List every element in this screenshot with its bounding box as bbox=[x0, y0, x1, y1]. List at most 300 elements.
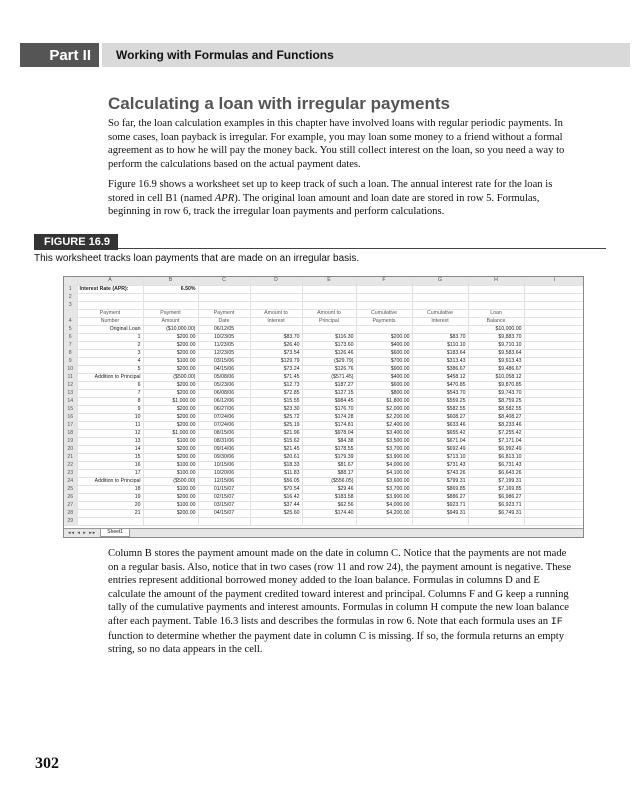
cell[interactable]: $200.00 bbox=[143, 365, 198, 373]
cell[interactable]: ($571.45) bbox=[302, 373, 356, 381]
cell[interactable]: $470.85 bbox=[412, 381, 468, 389]
column-title-cell[interactable]: Payment bbox=[198, 309, 250, 317]
cell[interactable] bbox=[524, 341, 584, 349]
cell[interactable]: $600.00 bbox=[356, 381, 412, 389]
cell[interactable]: 08/15/06 bbox=[198, 429, 250, 437]
row-number[interactable]: 15 bbox=[64, 405, 77, 413]
payment-number-cell[interactable]: 12 bbox=[77, 429, 143, 437]
cell[interactable]: $37.44 bbox=[250, 501, 302, 509]
sheet-tab[interactable]: Sheet1 bbox=[100, 529, 130, 537]
cell[interactable]: $25.72 bbox=[250, 413, 302, 421]
cell[interactable] bbox=[77, 293, 143, 301]
cell[interactable]: $8,233.46 bbox=[468, 421, 524, 429]
row-number[interactable]: 5 bbox=[64, 325, 77, 333]
cell[interactable]: 06/27/06 bbox=[198, 405, 250, 413]
cell[interactable] bbox=[356, 285, 412, 293]
column-title-cell[interactable]: Amount to bbox=[250, 309, 302, 317]
cell[interactable]: 10/23/05 bbox=[198, 333, 250, 341]
cell[interactable] bbox=[356, 293, 412, 301]
cell[interactable] bbox=[302, 293, 356, 301]
cell[interactable]: $9,743.70 bbox=[468, 389, 524, 397]
row-number[interactable]: 16 bbox=[64, 413, 77, 421]
cell[interactable]: $200.00 bbox=[143, 509, 198, 517]
cell[interactable]: $126.46 bbox=[302, 349, 356, 357]
cell[interactable]: $655.42 bbox=[412, 429, 468, 437]
column-title-cell[interactable]: Balance bbox=[468, 317, 524, 325]
cell[interactable]: ($10,000.00) bbox=[143, 325, 198, 333]
cell[interactable]: $900.00 bbox=[356, 365, 412, 373]
cell[interactable]: $6,986.27 bbox=[468, 493, 524, 501]
cell[interactable] bbox=[143, 301, 198, 309]
row-number[interactable]: 12 bbox=[64, 381, 77, 389]
cell[interactable]: $23.30 bbox=[250, 405, 302, 413]
payment-number-cell[interactable]: 6 bbox=[77, 381, 143, 389]
cell[interactable]: $100.00 bbox=[143, 437, 198, 445]
cell[interactable]: $110.10 bbox=[412, 341, 468, 349]
cell[interactable]: $671.04 bbox=[412, 437, 468, 445]
row-number[interactable]: 22 bbox=[64, 461, 77, 469]
cell[interactable]: $8,759.25 bbox=[468, 397, 524, 405]
cell[interactable]: $2,400.00 bbox=[356, 421, 412, 429]
payment-number-cell[interactable]: Original Loan bbox=[77, 325, 143, 333]
cell[interactable]: $978.04 bbox=[302, 429, 356, 437]
payment-number-cell[interactable]: Addition to Principal bbox=[77, 373, 143, 381]
cell[interactable] bbox=[524, 493, 584, 501]
column-title-cell[interactable]: Principal bbox=[302, 317, 356, 325]
cell[interactable] bbox=[524, 301, 584, 309]
cell[interactable]: 09/30/06 bbox=[198, 453, 250, 461]
cell[interactable]: $25.60 bbox=[250, 509, 302, 517]
cell[interactable]: $83.70 bbox=[250, 333, 302, 341]
column-header[interactable]: I bbox=[524, 277, 584, 285]
cell[interactable]: $3,400.00 bbox=[356, 429, 412, 437]
cell[interactable]: $400.00 bbox=[356, 341, 412, 349]
cell[interactable]: $923.71 bbox=[412, 501, 468, 509]
cell[interactable]: $3,900.00 bbox=[356, 493, 412, 501]
cell[interactable] bbox=[524, 389, 584, 397]
row-number[interactable]: 11 bbox=[64, 373, 77, 381]
payment-number-cell[interactable]: 8 bbox=[77, 397, 143, 405]
cell[interactable]: $9,486.67 bbox=[468, 365, 524, 373]
cell[interactable] bbox=[302, 517, 356, 525]
cell[interactable] bbox=[524, 309, 584, 317]
cell[interactable]: $183.58 bbox=[302, 493, 356, 501]
payment-number-cell[interactable]: 15 bbox=[77, 453, 143, 461]
cell[interactable] bbox=[412, 517, 468, 525]
row-number[interactable]: 18 bbox=[64, 429, 77, 437]
column-header[interactable]: D bbox=[250, 277, 302, 285]
cell[interactable] bbox=[524, 397, 584, 405]
cell[interactable]: $25.19 bbox=[250, 421, 302, 429]
cell[interactable]: $174.81 bbox=[302, 421, 356, 429]
cell[interactable]: $26.40 bbox=[250, 341, 302, 349]
cell[interactable]: ($556.05) bbox=[302, 477, 356, 485]
cell[interactable] bbox=[250, 517, 302, 525]
rate-value-cell[interactable]: 6.50% bbox=[143, 285, 198, 293]
cell[interactable]: ($500.00) bbox=[143, 373, 198, 381]
cell[interactable]: 01/15/07 bbox=[198, 485, 250, 493]
cell[interactable] bbox=[77, 301, 143, 309]
cell[interactable]: ($29.79) bbox=[302, 357, 356, 365]
column-header[interactable]: B bbox=[143, 277, 198, 285]
cell[interactable] bbox=[524, 365, 584, 373]
row-number[interactable]: 24 bbox=[64, 477, 77, 485]
cell[interactable]: $88.17 bbox=[302, 469, 356, 477]
cell[interactable]: $9,870.85 bbox=[468, 381, 524, 389]
column-title-cell[interactable]: Payment bbox=[143, 309, 198, 317]
cell[interactable]: $174.28 bbox=[302, 413, 356, 421]
row-number[interactable]: 21 bbox=[64, 453, 77, 461]
cell[interactable]: $600.00 bbox=[356, 349, 412, 357]
cell[interactable] bbox=[524, 349, 584, 357]
cell[interactable] bbox=[524, 413, 584, 421]
payment-number-cell[interactable]: Addition to Principal bbox=[77, 477, 143, 485]
cell[interactable]: $386.67 bbox=[412, 365, 468, 373]
cell[interactable]: $200.00 bbox=[143, 493, 198, 501]
cell[interactable] bbox=[302, 285, 356, 293]
cell[interactable]: $7,171.04 bbox=[468, 437, 524, 445]
payment-number-cell[interactable]: 7 bbox=[77, 389, 143, 397]
cell[interactable]: $799.31 bbox=[412, 477, 468, 485]
cell[interactable]: $183.64 bbox=[412, 349, 468, 357]
payment-number-cell[interactable]: 14 bbox=[77, 445, 143, 453]
row-number[interactable]: 23 bbox=[64, 469, 77, 477]
cell[interactable]: $81.67 bbox=[302, 461, 356, 469]
column-header[interactable]: F bbox=[356, 277, 412, 285]
column-title-cell[interactable]: Payment bbox=[77, 309, 143, 317]
payment-number-cell[interactable]: 2 bbox=[77, 341, 143, 349]
cell[interactable]: $56.05 bbox=[250, 477, 302, 485]
cell[interactable] bbox=[468, 285, 524, 293]
cell[interactable] bbox=[524, 293, 584, 301]
cell[interactable]: $608.27 bbox=[412, 413, 468, 421]
cell[interactable]: $200.00 bbox=[143, 413, 198, 421]
cell[interactable] bbox=[524, 405, 584, 413]
cell[interactable]: $100.00 bbox=[143, 485, 198, 493]
cell[interactable]: $886.27 bbox=[412, 493, 468, 501]
cell[interactable]: $313.43 bbox=[412, 357, 468, 365]
payment-number-cell[interactable]: 10 bbox=[77, 413, 143, 421]
cell[interactable]: $713.10 bbox=[412, 453, 468, 461]
cell[interactable] bbox=[524, 317, 584, 325]
column-title-cell[interactable]: Payments bbox=[356, 317, 412, 325]
cell[interactable]: $200.00 bbox=[143, 341, 198, 349]
cell[interactable] bbox=[143, 517, 198, 525]
cell[interactable]: $700.00 bbox=[356, 357, 412, 365]
cell[interactable] bbox=[468, 301, 524, 309]
payment-number-cell[interactable]: 19 bbox=[77, 493, 143, 501]
cell[interactable]: $1,800.00 bbox=[356, 397, 412, 405]
column-title-cell[interactable]: Cumulative bbox=[356, 309, 412, 317]
cell[interactable]: $731.43 bbox=[412, 461, 468, 469]
cell[interactable]: $559.25 bbox=[412, 397, 468, 405]
cell[interactable]: $178.55 bbox=[302, 445, 356, 453]
cell[interactable]: $200.00 bbox=[143, 421, 198, 429]
cell[interactable]: $2,000.00 bbox=[356, 405, 412, 413]
cell[interactable]: 10/15/06 bbox=[198, 461, 250, 469]
cell[interactable] bbox=[77, 517, 143, 525]
cell[interactable]: $743.26 bbox=[412, 469, 468, 477]
cell[interactable]: ($500.00) bbox=[143, 477, 198, 485]
cell[interactable]: $6,749.31 bbox=[468, 509, 524, 517]
cell[interactable]: $10,000.00 bbox=[468, 325, 524, 333]
column-header[interactable]: C bbox=[198, 277, 250, 285]
cell[interactable]: $73.24 bbox=[250, 365, 302, 373]
cell[interactable] bbox=[524, 381, 584, 389]
cell[interactable]: $6,731.43 bbox=[468, 461, 524, 469]
column-title-cell[interactable]: Number bbox=[77, 317, 143, 325]
cell[interactable]: $200.00 bbox=[143, 405, 198, 413]
cell[interactable]: $4,000.00 bbox=[356, 501, 412, 509]
cell[interactable] bbox=[524, 517, 584, 525]
cell[interactable]: $200.00 bbox=[356, 333, 412, 341]
cell[interactable]: $692.49 bbox=[412, 445, 468, 453]
row-number[interactable]: 27 bbox=[64, 501, 77, 509]
cell[interactable] bbox=[524, 429, 584, 437]
cell[interactable]: $100.00 bbox=[143, 501, 198, 509]
cell[interactable]: $21.96 bbox=[250, 429, 302, 437]
cell[interactable] bbox=[356, 325, 412, 333]
cell[interactable]: 12/15/06 bbox=[198, 477, 250, 485]
cell[interactable] bbox=[524, 325, 584, 333]
row-number[interactable]: 7 bbox=[64, 341, 77, 349]
cell[interactable]: $73.54 bbox=[250, 349, 302, 357]
cell[interactable]: $3,500.00 bbox=[356, 437, 412, 445]
cell[interactable] bbox=[356, 517, 412, 525]
column-title-cell[interactable]: Cumulative bbox=[412, 309, 468, 317]
cell[interactable] bbox=[524, 357, 584, 365]
cell[interactable] bbox=[302, 301, 356, 309]
payment-number-cell[interactable]: 21 bbox=[77, 509, 143, 517]
column-header[interactable]: E bbox=[302, 277, 356, 285]
cell[interactable]: 04/15/07 bbox=[198, 509, 250, 517]
cell[interactable]: $9,613.43 bbox=[468, 357, 524, 365]
cell[interactable] bbox=[524, 437, 584, 445]
cell[interactable]: $21.45 bbox=[250, 445, 302, 453]
payment-number-cell[interactable]: 16 bbox=[77, 461, 143, 469]
cell[interactable]: $9,583.64 bbox=[468, 349, 524, 357]
cell[interactable]: $8,408.27 bbox=[468, 413, 524, 421]
cell[interactable]: 05/23/06 bbox=[198, 381, 250, 389]
cell[interactable]: $1,000.00 bbox=[143, 397, 198, 405]
cell[interactable]: $8,582.55 bbox=[468, 405, 524, 413]
cell[interactable] bbox=[143, 293, 198, 301]
cell[interactable]: 06/08/06 bbox=[198, 389, 250, 397]
cell[interactable]: $72.85 bbox=[250, 389, 302, 397]
cell[interactable]: $70.54 bbox=[250, 485, 302, 493]
cell[interactable]: $100.00 bbox=[143, 461, 198, 469]
cell[interactable] bbox=[250, 293, 302, 301]
row-number[interactable]: 14 bbox=[64, 397, 77, 405]
cell[interactable]: $633.46 bbox=[412, 421, 468, 429]
column-title-cell[interactable]: Amount bbox=[143, 317, 198, 325]
row-number[interactable]: 2 bbox=[64, 293, 77, 301]
column-title-cell[interactable]: Amount to bbox=[302, 309, 356, 317]
cell[interactable]: $869.85 bbox=[412, 485, 468, 493]
cell[interactable]: $83.70 bbox=[412, 333, 468, 341]
cell[interactable] bbox=[524, 445, 584, 453]
cell[interactable] bbox=[412, 325, 468, 333]
cell[interactable]: $71.45 bbox=[250, 373, 302, 381]
cell[interactable] bbox=[524, 453, 584, 461]
select-all-corner[interactable] bbox=[64, 277, 77, 285]
cell[interactable] bbox=[250, 285, 302, 293]
cell[interactable]: $173.60 bbox=[302, 341, 356, 349]
cell[interactable] bbox=[524, 477, 584, 485]
payment-number-cell[interactable]: 1 bbox=[77, 333, 143, 341]
cell[interactable]: $127.15 bbox=[302, 389, 356, 397]
cell[interactable] bbox=[524, 485, 584, 493]
cell[interactable]: $200.00 bbox=[143, 453, 198, 461]
cell[interactable]: $200.00 bbox=[143, 349, 198, 357]
column-header[interactable]: H bbox=[468, 277, 524, 285]
payment-number-cell[interactable]: 9 bbox=[77, 405, 143, 413]
cell[interactable]: $7,255.42 bbox=[468, 429, 524, 437]
cell[interactable]: 06/12/06 bbox=[198, 397, 250, 405]
cell[interactable] bbox=[524, 461, 584, 469]
cell[interactable]: $62.56 bbox=[302, 501, 356, 509]
cell[interactable]: $15.62 bbox=[250, 437, 302, 445]
row-number[interactable]: 25 bbox=[64, 485, 77, 493]
column-title-cell[interactable]: Loan bbox=[468, 309, 524, 317]
cell[interactable]: 04/15/06 bbox=[198, 365, 250, 373]
cell[interactable]: $3,700.00 bbox=[356, 485, 412, 493]
cell[interactable]: $200.00 bbox=[143, 381, 198, 389]
cell[interactable]: 07/24/06 bbox=[198, 421, 250, 429]
payment-number-cell[interactable]: 5 bbox=[77, 365, 143, 373]
cell[interactable] bbox=[198, 301, 250, 309]
cell[interactable]: $200.00 bbox=[143, 389, 198, 397]
cell[interactable] bbox=[302, 325, 356, 333]
row-number[interactable]: 28 bbox=[64, 509, 77, 517]
cell[interactable]: $187.27 bbox=[302, 381, 356, 389]
row-number[interactable]: 10 bbox=[64, 365, 77, 373]
cell[interactable]: $179.39 bbox=[302, 453, 356, 461]
cell[interactable] bbox=[412, 293, 468, 301]
cell[interactable] bbox=[198, 293, 250, 301]
cell[interactable]: 03/15/07 bbox=[198, 501, 250, 509]
cell[interactable]: $6,992.49 bbox=[468, 445, 524, 453]
cell[interactable]: $11.83 bbox=[250, 469, 302, 477]
row-number[interactable]: 3 bbox=[64, 301, 77, 309]
cell[interactable]: $10,058.12 bbox=[468, 373, 524, 381]
cell[interactable] bbox=[524, 501, 584, 509]
cell[interactable]: $200.00 bbox=[143, 333, 198, 341]
cell[interactable]: $29.46 bbox=[302, 485, 356, 493]
cell[interactable] bbox=[524, 285, 584, 293]
cell[interactable]: $100.00 bbox=[143, 469, 198, 477]
payment-number-cell[interactable]: 4 bbox=[77, 357, 143, 365]
cell[interactable] bbox=[468, 517, 524, 525]
cell[interactable] bbox=[412, 285, 468, 293]
cell[interactable]: $400.00 bbox=[356, 373, 412, 381]
payment-number-cell[interactable]: 20 bbox=[77, 501, 143, 509]
cell[interactable]: $4,100.00 bbox=[356, 469, 412, 477]
row-number[interactable]: 19 bbox=[64, 437, 77, 445]
cell[interactable]: $200.00 bbox=[143, 445, 198, 453]
cell[interactable] bbox=[524, 421, 584, 429]
cell[interactable] bbox=[250, 301, 302, 309]
cell[interactable]: 05/08/06 bbox=[198, 373, 250, 381]
cell[interactable]: $9,710.10 bbox=[468, 341, 524, 349]
cell[interactable]: $15.55 bbox=[250, 397, 302, 405]
row-number[interactable]: 26 bbox=[64, 493, 77, 501]
cell[interactable]: $174.40 bbox=[302, 509, 356, 517]
row-number[interactable]: 1 bbox=[64, 285, 77, 293]
cell[interactable]: 03/15/06 bbox=[198, 357, 250, 365]
cell[interactable]: 12/23/05 bbox=[198, 349, 250, 357]
payment-number-cell[interactable]: 13 bbox=[77, 437, 143, 445]
cell[interactable]: $129.79 bbox=[250, 357, 302, 365]
row-number[interactable]: 6 bbox=[64, 333, 77, 341]
column-title-cell[interactable]: Interest bbox=[412, 317, 468, 325]
cell[interactable]: $4,200.00 bbox=[356, 509, 412, 517]
cell[interactable] bbox=[468, 293, 524, 301]
cell[interactable] bbox=[198, 517, 250, 525]
cell[interactable]: $984.45 bbox=[302, 397, 356, 405]
payment-number-cell[interactable]: 11 bbox=[77, 421, 143, 429]
cell[interactable]: $1,000.00 bbox=[143, 429, 198, 437]
row-number[interactable]: 9 bbox=[64, 357, 77, 365]
cell[interactable]: $458.12 bbox=[412, 373, 468, 381]
cell[interactable] bbox=[356, 301, 412, 309]
cell[interactable]: 07/24/06 bbox=[198, 413, 250, 421]
payment-number-cell[interactable]: 3 bbox=[77, 349, 143, 357]
row-number[interactable]: 29 bbox=[64, 517, 77, 525]
cell[interactable] bbox=[524, 373, 584, 381]
rate-label-cell[interactable]: Interest Rate (APR): bbox=[77, 285, 143, 293]
cell[interactable]: $12.73 bbox=[250, 381, 302, 389]
cell[interactable]: 06/12/05 bbox=[198, 325, 250, 333]
sheet-nav-arrows[interactable]: ◂◂ ◂ ▸ ▸▸ bbox=[68, 530, 97, 536]
cell[interactable]: $16.42 bbox=[250, 493, 302, 501]
cell[interactable] bbox=[412, 301, 468, 309]
column-header[interactable]: A bbox=[77, 277, 143, 285]
cell[interactable] bbox=[524, 469, 584, 477]
cell[interactable]: $582.55 bbox=[412, 405, 468, 413]
cell[interactable]: $543.70 bbox=[412, 389, 468, 397]
cell[interactable]: $176.70 bbox=[302, 405, 356, 413]
cell[interactable]: 10/20/06 bbox=[198, 469, 250, 477]
cell[interactable]: 08/31/06 bbox=[198, 437, 250, 445]
cell[interactable]: $84.38 bbox=[302, 437, 356, 445]
column-title-cell[interactable]: Interest bbox=[250, 317, 302, 325]
row-number[interactable]: 17 bbox=[64, 421, 77, 429]
cell[interactable]: 02/15/07 bbox=[198, 493, 250, 501]
cell[interactable]: 11/23/05 bbox=[198, 341, 250, 349]
cell[interactable] bbox=[524, 509, 584, 517]
cell[interactable]: $7,199.31 bbox=[468, 477, 524, 485]
cell[interactable]: $7,169.85 bbox=[468, 485, 524, 493]
cell[interactable]: $18.33 bbox=[250, 461, 302, 469]
payment-number-cell[interactable]: 17 bbox=[77, 469, 143, 477]
cell[interactable] bbox=[250, 325, 302, 333]
cell[interactable]: $6,923.71 bbox=[468, 501, 524, 509]
column-title-cell[interactable]: Date bbox=[198, 317, 250, 325]
row-number[interactable]: 13 bbox=[64, 389, 77, 397]
cell[interactable] bbox=[524, 333, 584, 341]
cell[interactable]: $3,600.00 bbox=[356, 477, 412, 485]
row-number[interactable]: 8 bbox=[64, 349, 77, 357]
cell[interactable]: 09/14/06 bbox=[198, 445, 250, 453]
cell[interactable]: $116.30 bbox=[302, 333, 356, 341]
cell[interactable]: $949.31 bbox=[412, 509, 468, 517]
cell[interactable]: $20.61 bbox=[250, 453, 302, 461]
cell[interactable]: $100.00 bbox=[143, 357, 198, 365]
cell[interactable]: $3,700.00 bbox=[356, 445, 412, 453]
cell[interactable]: $3,900.00 bbox=[356, 453, 412, 461]
payment-number-cell[interactable]: 18 bbox=[77, 485, 143, 493]
